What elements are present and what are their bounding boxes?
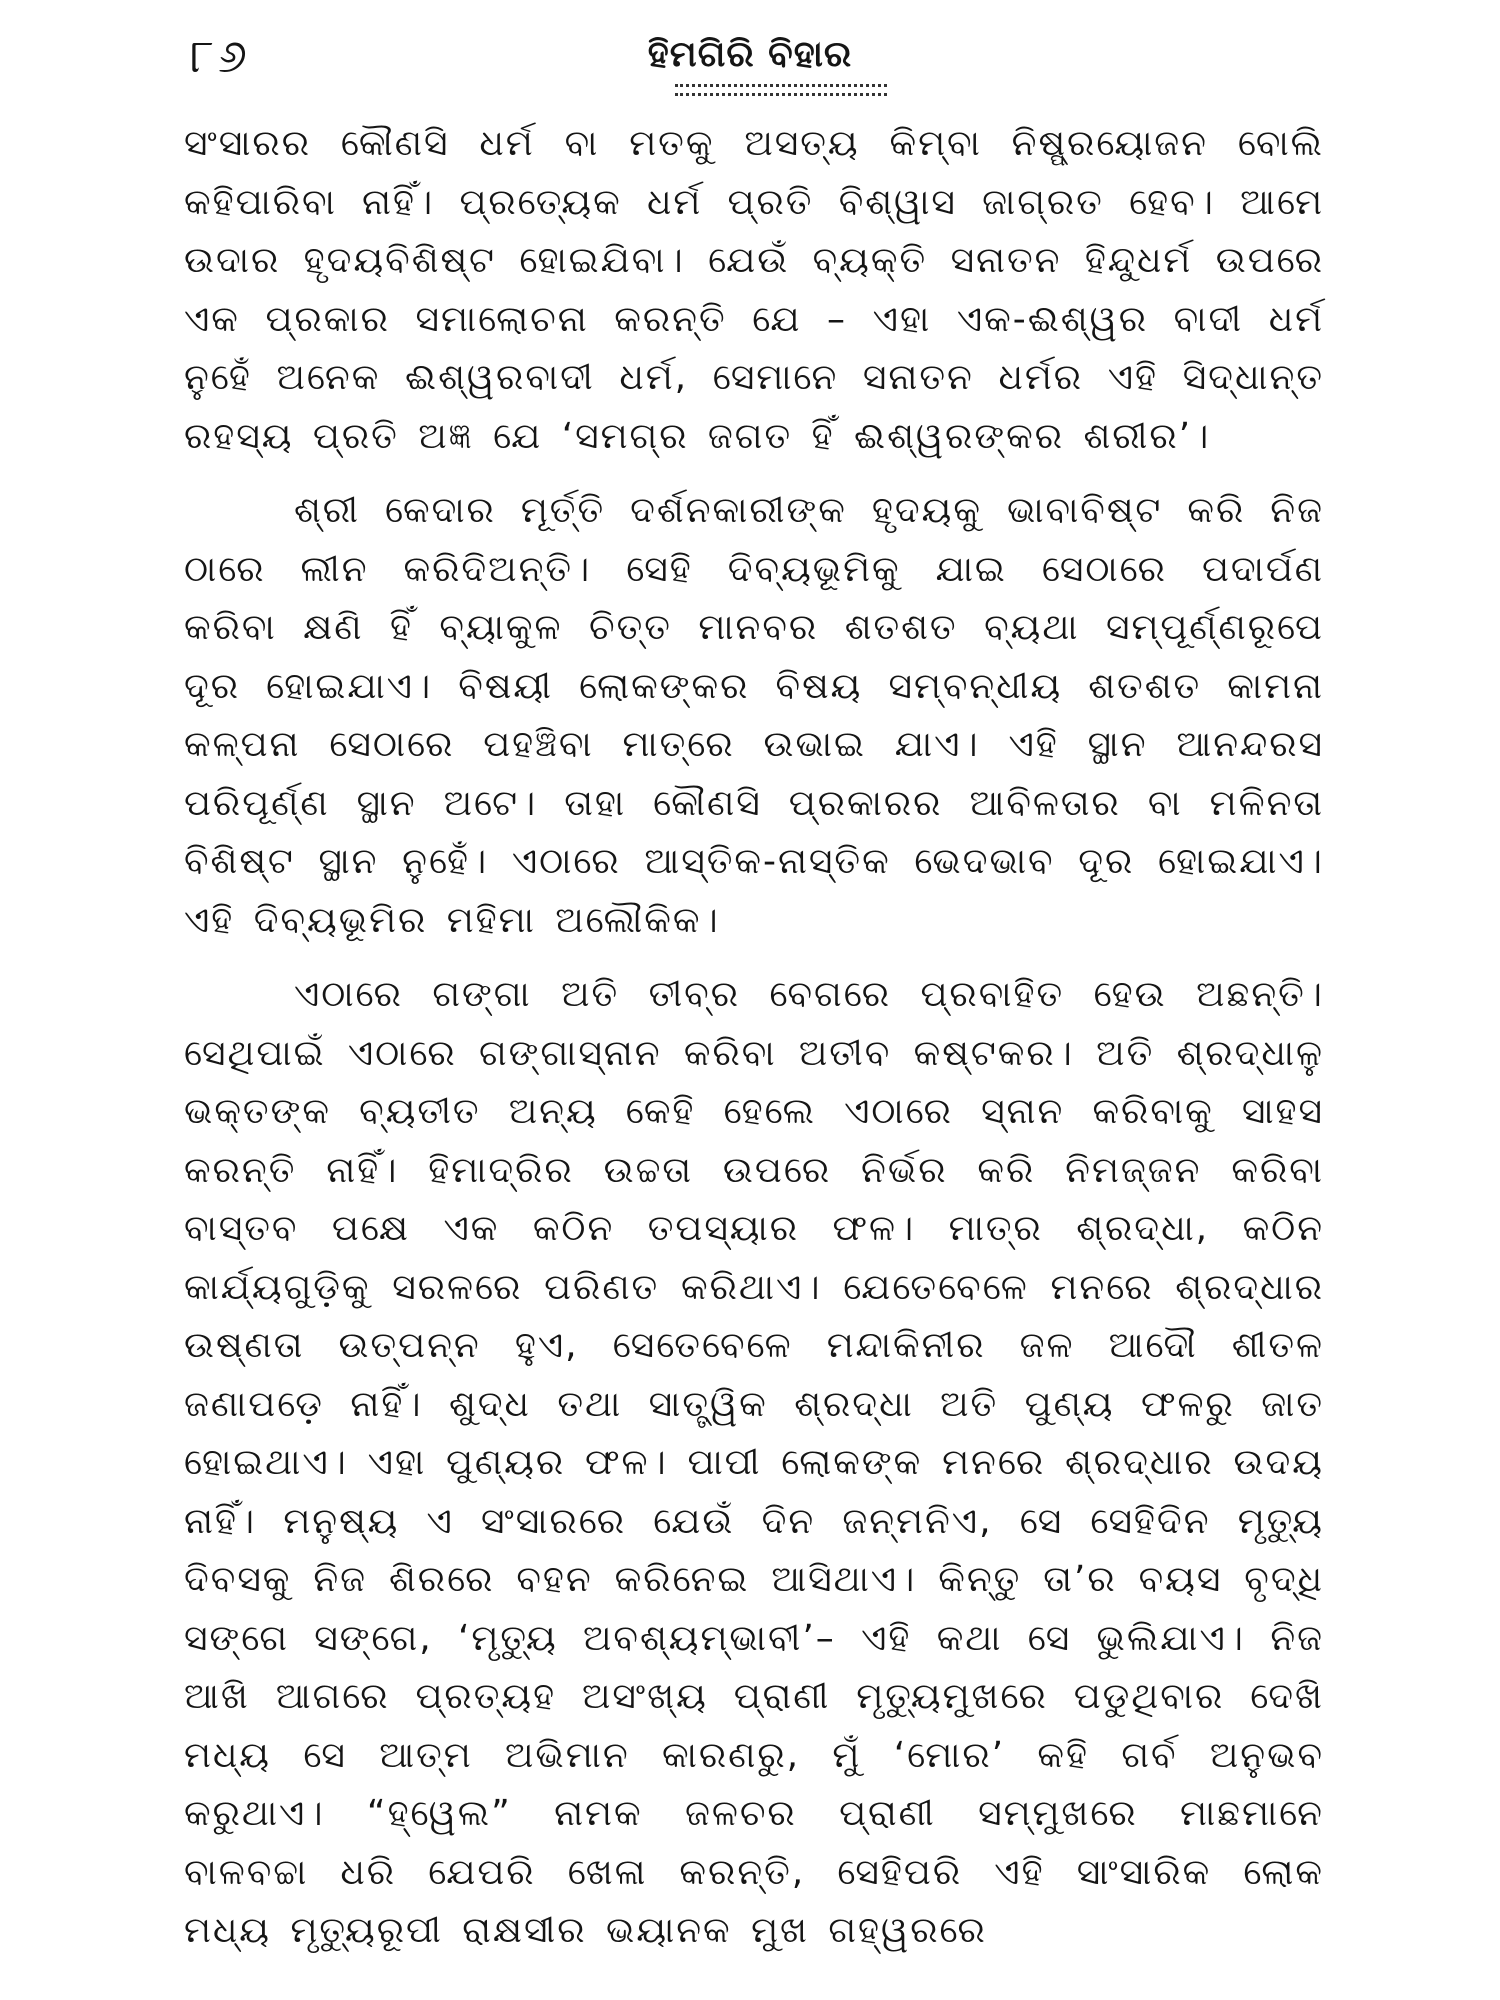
paragraph-2: ଶ୍ରୀ କେଦାର ମୂର୍ତ୍ତି ଦର୍ଶନକାରୀଙ୍କ ହୃଦୟକୁ ଭାବାବିଷ୍ଟ କରି ନିଜ ଠାରେ ଲୀନ କରିଦିଅନ୍ତି। ସେହି ଦିବ୍ୟଭୂମିକୁ ଯାଇ ସେଠାରେ ପଦାର୍ପଣ କରିବା କ୍ଷଣି ହିଁ ବ୍ୟାକୁଳ ଚିତ୍ତ ମାନବର ଶତଶତ ବ୍ୟଥା ସମ୍ପୂର୍ଣ୍ଣରୂପେ ଦୂର ହୋଇଯାଏ। ବିଷୟୀ ଲୋକଙ୍କର ବିଷୟ ସମ୍ବନ୍ଧୀୟ ଶତଶତ କାମନା କଳ୍ପନା ସେଠାରେ ପହଞ୍ଚିବା ମାତ୍ରେ ଉଭାଇ ଯାଏ। ଏହି ସ୍ଥାନ ଆନନ୍ଦରସ ପରିପୂର୍ଣ୍ଣ ସ୍ଥାନ ଅଟେ। ତାହା କୌଣସି ପ୍ରକାରର ଆବିଳତାର ବା ମଳିନତା ବିଶିଷ୍ଟ ସ୍ଥାନ ନୁହେଁ। ଏଠାରେ ଆସ୍ତିକ-ନାସ୍ତିକ ଭେଦଭାବ ଦୂର ହୋଇଯାଏ। ଏହି ଦିବ୍ୟଭୂମିର ମହିମା ଅଲୌକିକ। (184, 490, 1324, 941)
header-dotted-rule (675, 84, 887, 96)
running-header-title: ହିମଗିରି ବିହାର (647, 34, 853, 75)
page-body (184, 115, 1324, 1961)
paragraph-1: ସଂସାରର କୌଣସି ଧର୍ମ ବା ମତକୁ ଅସତ୍ୟ କିମ୍ବା ନିଷ୍ପ୍ରୟୋଜନ ବୋଲି କହିପାରିବା ନାହିଁ। ପ୍ରତ୍ୟେକ ଧର୍ମ ପ୍ରତି ବିଶ୍ୱାସ ଜାଗ୍ରତ ହେବ। ଆମେ ଉଦାର ହୃଦୟବିଶିଷ୍ଟ ହୋଇଯିବା। ଯେଉଁ ବ୍ୟକ୍ତି ସନାତନ ହିନ୍ଦୁଧର୍ମ ଉପରେ ଏକ ପ୍ରକାର ସମାଲୋଚନା କରନ୍ତି ଯେ – ଏହା ଏକ-ଈଶ୍ୱର ବାଦୀ ଧର୍ମ ନୁହେଁ ଅନେକ ଈଶ୍ୱରବାଦୀ ଧର୍ମ, ସେମାନେ ସନାତନ ଧର୍ମର ଏହି ସିଦ୍ଧାନ୍ତ ରହସ୍ୟ ପ୍ରତି ଅଜ୍ଞ ଯେ ‘ସମଗ୍ର ଜଗତ ହିଁ ଈଶ୍ୱରଙ୍କର ଶରୀର’। (184, 123, 1324, 457)
paragraph-3: ଏଠାରେ ଗଙ୍ଗା ଅତି ତୀବ୍ର ବେଗରେ ପ୍ରବାହିତ ହେଉ ଅଛନ୍ତି। ସେଥିପାଇଁ ଏଠାରେ ଗଙ୍ଗାସ୍ନାନ କରିବା ଅତୀବ କଷ୍ଟକର। ଅତି ଶ୍ରଦ୍ଧାଳୁ ଭକ୍ତଙ୍କ ବ୍ୟତୀତ ଅନ୍ୟ କେହି ହେଲେ ଏଠାରେ ସ୍ନାନ କରିବାକୁ ସାହସ କରନ୍ତି ନାହିଁ। ହିମାଦ୍ରିର ଉଚ୍ଚତା ଉପରେ ନିର୍ଭର କରି ନିମଜ୍ଜନ କରିବା ବାସ୍ତବ ପକ୍ଷେ ଏକ କଠିନ ତପସ୍ୟାର ଫଳ। ମାତ୍ର ଶ୍ରଦ୍ଧା, କଠିନ କାର୍ଯ୍ୟଗୁଡ଼ିକୁ ସରଳରେ ପରିଣତ କରିଥାଏ। ଯେତେବେଳେ ମନରେ ଶ୍ରଦ୍ଧାର ଉଷ୍ଣତା ଉତ୍ପନ୍ନ ହୁଏ, ସେତେବେଳେ ମନ୍ଦାକିନୀର ଜଳ ଆଦୌ ଶୀତଳ ଜଣାପଡ଼େ ନାହିଁ। ଶୁଦ୍ଧ ତଥା ସାତ୍ତ୍ୱିକ ଶ୍ରଦ୍ଧା ଅତି ପୁଣ୍ୟ ଫଳରୁ ଜାତ ହୋଇଥାଏ। ଏହା ପୁଣ୍ୟର ଫଳ। ପାପୀ ଲୋକଙ୍କ ମନରେ ଶ୍ରଦ୍ଧାର ଉଦୟ ନାହିଁ। ମନୁଷ୍ୟ ଏ ସଂସାରରେ ଯେଉଁ ଦିନ ଜନ୍ମନିଏ, ସେ ସେହିଦିନ ମୃତ୍ୟୁ ଦିବସକୁ ନିଜ ଶିରରେ ବହନ କରିନେଇ ଆସିଥାଏ। କିନ୍ତୁ ତା’ର ବୟସ ବୃଦ୍ଧି ସଙ୍ଗେ ସଙ୍ଗେ, ‘ମୃତ୍ୟୁ ଅବଶ୍ୟମ୍ଭାବୀ’– ଏହି କଥା ସେ ଭୁଲିଯାଏ। ନିଜ ଆଖି ଆଗରେ ପ୍ରତ୍ୟହ ଅସଂଖ୍ୟ ପ୍ରାଣୀ ମୃତ୍ୟୁମୁଖରେ ପଡୁଥିବାର ଦେଖି ମଧ୍ୟ ସେ ଆତ୍ମ ଅଭିମାନ କାରଣରୁ, ମୁଁ ‘ମୋର’ କହି ଗର୍ବ ଅନୁଭବ କରୁଥାଏ। “ହ୍ୱେଲ” ନାମକ ଜଳଚର ପ୍ରାଣୀ ସମ୍ମୁଖରେ ମାଛମାନେ ବାଳବଚ୍ଚା ଧରି ଯେପରି ଖେଳା କରନ୍ତି, ସେହିପରି ଏହି ସାଂସାରିକ ଲୋକ ମଧ୍ୟ ମୃତ୍ୟୁରୂପୀ ରାକ୍ଷସୀର ଭୟାନକ ମୁଖ ଗହ୍ୱରରେ (184, 974, 1324, 1951)
page-number: ୮୬ (190, 29, 251, 83)
